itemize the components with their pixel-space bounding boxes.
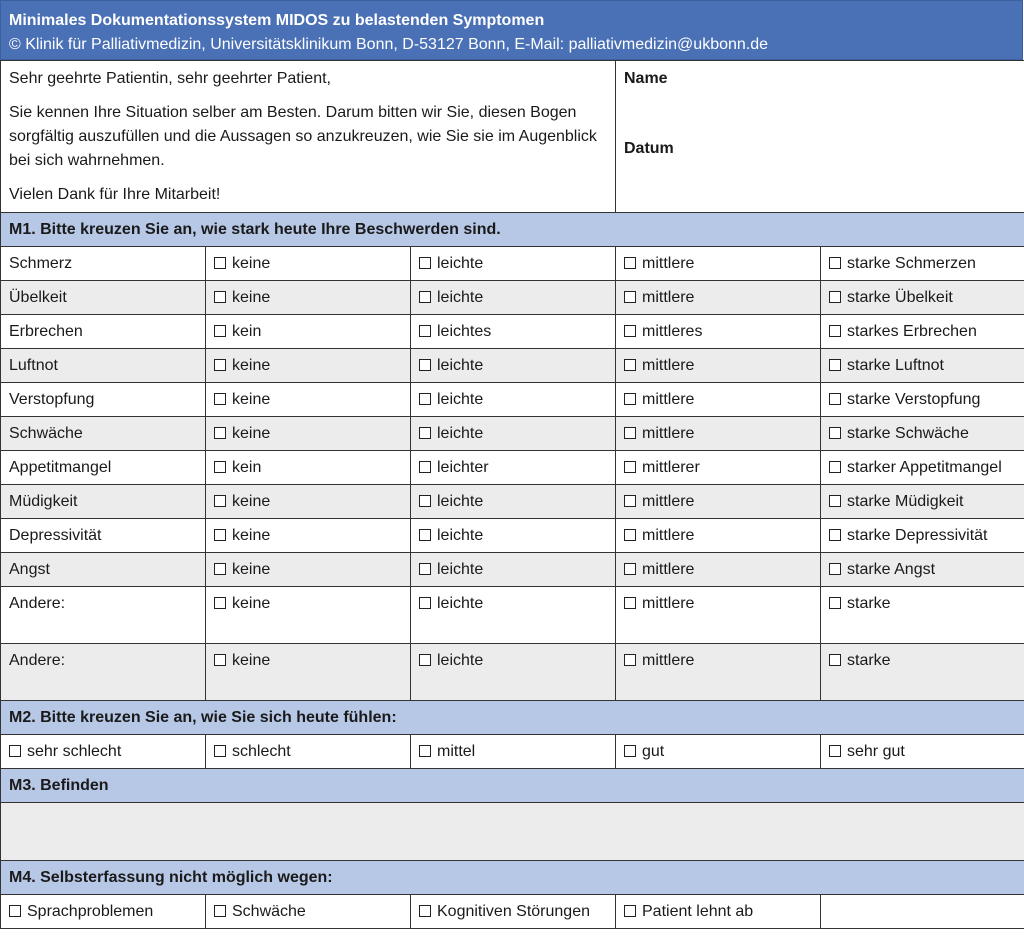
checkbox-icon[interactable] xyxy=(419,745,431,757)
checkbox-icon[interactable] xyxy=(624,461,636,473)
symptom-row xyxy=(1,644,1024,701)
symptom-label: Verstopfung xyxy=(1,383,206,417)
option-moderate[interactable] xyxy=(616,553,821,587)
copyright-line: © Klinik für Palliativmedizin, Universitätsklinikum Bonn, D-53127 Bonn, E-Mail: palliativmedizin@ukbonn.de xyxy=(9,36,769,53)
option-label: leichte xyxy=(437,254,484,272)
option-mild[interactable] xyxy=(411,247,616,281)
checkbox-icon[interactable] xyxy=(419,257,431,269)
intro-row xyxy=(1,61,1024,213)
option-label: keine xyxy=(232,526,271,544)
option-label: leichte xyxy=(437,424,484,442)
option-none[interactable] xyxy=(206,417,411,451)
option-label: Kognitiven Störungen xyxy=(437,902,590,920)
symptom-row xyxy=(1,451,1024,485)
option-none[interactable] xyxy=(206,519,411,553)
checkbox-icon[interactable] xyxy=(829,495,841,507)
option-label: leichte xyxy=(437,356,484,374)
option-mild[interactable] xyxy=(411,553,616,587)
checkbox-icon[interactable] xyxy=(9,905,21,917)
checkbox-icon[interactable] xyxy=(624,359,636,371)
option-label: starke Luftnot xyxy=(847,356,944,374)
option-none[interactable] xyxy=(206,587,411,644)
symptom-label: Andere: xyxy=(1,644,206,701)
option-label: keine xyxy=(232,595,271,612)
option-label: starkes Erbrechen xyxy=(847,322,977,340)
checkbox-icon[interactable] xyxy=(624,563,636,575)
checkbox-icon[interactable] xyxy=(419,495,431,507)
checkbox-icon[interactable] xyxy=(829,461,841,473)
option-label: starker Appetitmangel xyxy=(847,458,1002,476)
symptom-row xyxy=(1,587,1024,644)
checkbox-icon[interactable] xyxy=(214,257,226,269)
symptom-label: Luftnot xyxy=(1,349,206,383)
m2-options-row xyxy=(1,735,1024,769)
checkbox-icon[interactable] xyxy=(624,427,636,439)
checkbox-icon[interactable] xyxy=(214,393,226,405)
option-mild[interactable] xyxy=(411,349,616,383)
option-label: mittleres xyxy=(642,322,703,340)
checkbox-icon[interactable] xyxy=(419,427,431,439)
m3-input-area[interactable] xyxy=(1,803,1024,861)
option-label: leichte xyxy=(437,560,484,578)
symptom-row xyxy=(1,485,1024,519)
checkbox-icon[interactable] xyxy=(829,393,841,405)
checkbox-icon[interactable] xyxy=(214,745,226,757)
option-label: leichte xyxy=(437,652,484,669)
m4-heading: M4. Selbsterfassung nicht möglich wegen: xyxy=(1,861,1024,895)
checkbox-icon[interactable] xyxy=(214,563,226,575)
option-label: Patient lehnt ab xyxy=(642,902,754,920)
option-label: mittel xyxy=(437,742,476,760)
name-field[interactable] xyxy=(624,91,1016,137)
option-moderate[interactable] xyxy=(616,315,821,349)
checkbox-icon[interactable] xyxy=(624,905,636,917)
option-none[interactable] xyxy=(206,349,411,383)
symptom-label: Appetitmangel xyxy=(1,451,206,485)
symptom-row xyxy=(1,417,1024,451)
option-mild[interactable] xyxy=(411,644,616,701)
m2-heading: M2. Bitte kreuzen Sie an, wie Sie sich heute fühlen: xyxy=(1,701,1024,735)
option-mild[interactable] xyxy=(411,383,616,417)
checkbox-icon[interactable] xyxy=(419,461,431,473)
option-mild[interactable] xyxy=(411,485,616,519)
option-mild[interactable] xyxy=(411,315,616,349)
option-moderate[interactable] xyxy=(616,349,821,383)
m1-heading: M1. Bitte kreuzen Sie an, wie stark heute Ihre Beschwerden sind. xyxy=(1,213,1024,247)
checkbox-icon[interactable] xyxy=(624,529,636,541)
option-label: keine xyxy=(232,254,271,272)
option-moderate[interactable] xyxy=(616,519,821,553)
checkbox-icon[interactable] xyxy=(214,359,226,371)
option-none[interactable] xyxy=(206,281,411,315)
option-moderate[interactable] xyxy=(616,587,821,644)
checkbox-icon[interactable] xyxy=(419,325,431,337)
option-label: starke Schmerzen xyxy=(847,254,976,272)
option-none[interactable] xyxy=(206,644,411,701)
name-label: Name xyxy=(624,70,668,87)
checkbox-icon[interactable] xyxy=(419,529,431,541)
option-moderate[interactable] xyxy=(616,281,821,315)
option-none[interactable] xyxy=(206,451,411,485)
symptom-row xyxy=(1,315,1024,349)
checkbox-icon[interactable] xyxy=(419,597,431,609)
symptom-row xyxy=(1,519,1024,553)
option-severe[interactable] xyxy=(821,644,1024,701)
reason-option[interactable] xyxy=(1,895,206,929)
option-severe[interactable] xyxy=(821,519,1024,553)
option-label: Sprachproblemen xyxy=(27,902,154,920)
option-severe[interactable] xyxy=(821,485,1024,519)
option-label: sehr gut xyxy=(847,742,905,760)
option-label: kein xyxy=(232,458,262,476)
option-label: mittlere xyxy=(642,492,695,510)
symptom-row xyxy=(1,247,1024,281)
checkbox-icon[interactable] xyxy=(214,654,226,666)
checkbox-icon[interactable] xyxy=(419,359,431,371)
option-label: mittlere xyxy=(642,356,695,374)
symptom-label: Müdigkeit xyxy=(1,485,206,519)
option-severe[interactable] xyxy=(821,247,1024,281)
option-label: starke Depressivität xyxy=(847,526,988,544)
option-mild[interactable] xyxy=(411,451,616,485)
m3-heading: M3. Befinden xyxy=(1,769,1024,803)
option-label: keine xyxy=(232,560,271,578)
symptom-label: Schmerz xyxy=(1,247,206,281)
wellbeing-option[interactable] xyxy=(1,735,206,769)
option-label: sehr schlecht xyxy=(27,742,122,760)
wellbeing-option[interactable] xyxy=(616,735,821,769)
checkbox-icon[interactable] xyxy=(214,905,226,917)
option-label: starke Müdigkeit xyxy=(847,492,964,510)
option-mild[interactable] xyxy=(411,519,616,553)
option-label: mittlere xyxy=(642,390,695,408)
option-moderate[interactable] xyxy=(616,417,821,451)
checkbox-icon[interactable] xyxy=(214,495,226,507)
checkbox-icon[interactable] xyxy=(829,359,841,371)
checkbox-icon[interactable] xyxy=(829,529,841,541)
option-severe[interactable] xyxy=(821,553,1024,587)
checkbox-icon[interactable] xyxy=(829,257,841,269)
checkbox-icon[interactable] xyxy=(419,905,431,917)
intro-body: Sie kennen Ihre Situation selber am Besten. Darum bitten wir Sie, diesen Bogen sorgfältig auszufüllen und die Aussagen so anzukreuzen, wie Sie sie im Augenblick bei sich wahrnehmen. xyxy=(9,104,597,169)
intro-thanks: Vielen Dank für Ihre Mitarbeit! xyxy=(9,186,221,203)
symptom-label: Schwäche xyxy=(1,417,206,451)
option-mild[interactable] xyxy=(411,281,616,315)
option-label: mittlere xyxy=(642,560,695,578)
option-severe[interactable] xyxy=(821,349,1024,383)
option-moderate[interactable] xyxy=(616,383,821,417)
option-none[interactable] xyxy=(206,315,411,349)
m4-options-row xyxy=(1,895,1024,929)
wellbeing-option[interactable] xyxy=(206,735,411,769)
option-label: keine xyxy=(232,390,271,408)
option-label: starke Übelkeit xyxy=(847,288,953,306)
option-label: starke Verstopfung xyxy=(847,390,981,408)
option-label: leichte xyxy=(437,390,484,408)
m1-symptom-rows xyxy=(1,247,1024,701)
option-moderate[interactable] xyxy=(616,485,821,519)
option-label: starke Schwäche xyxy=(847,424,969,442)
symptom-label: Erbrechen xyxy=(1,315,206,349)
checkbox-icon[interactable] xyxy=(624,745,636,757)
checkbox-icon[interactable] xyxy=(829,563,841,575)
option-severe[interactable] xyxy=(821,587,1024,644)
option-moderate[interactable] xyxy=(616,247,821,281)
option-label: keine xyxy=(232,492,271,510)
option-severe[interactable] xyxy=(821,281,1024,315)
checkbox-icon[interactable] xyxy=(214,461,226,473)
checkbox-icon[interactable] xyxy=(214,291,226,303)
option-label: mittlere xyxy=(642,652,695,669)
option-label: keine xyxy=(232,652,271,669)
reason-option[interactable] xyxy=(206,895,411,929)
checkbox-icon[interactable] xyxy=(829,745,841,757)
checkbox-icon[interactable] xyxy=(829,427,841,439)
option-label: mittlere xyxy=(642,595,695,612)
checkbox-icon[interactable] xyxy=(214,325,226,337)
symptom-label: Depressivität xyxy=(1,519,206,553)
option-mild[interactable] xyxy=(411,417,616,451)
option-label: starke xyxy=(847,595,891,612)
option-label: leichter xyxy=(437,458,489,476)
intro-greeting: Sehr geehrte Patientin, sehr geehrter Patient, xyxy=(9,70,331,87)
checkbox-icon[interactable] xyxy=(624,325,636,337)
option-label: Schwäche xyxy=(232,902,306,920)
option-label: mittlere xyxy=(642,254,695,272)
option-mild[interactable] xyxy=(411,587,616,644)
option-label: keine xyxy=(232,356,271,374)
option-label: kein xyxy=(232,322,262,340)
option-label: gut xyxy=(642,742,665,760)
patient-info[interactable] xyxy=(616,61,1024,213)
option-none[interactable] xyxy=(206,485,411,519)
option-label: mittlerer xyxy=(642,458,700,476)
checkbox-icon[interactable] xyxy=(829,291,841,303)
option-label: leichte xyxy=(437,595,484,612)
option-label: leichte xyxy=(437,492,484,510)
checkbox-icon[interactable] xyxy=(419,393,431,405)
option-none[interactable] xyxy=(206,247,411,281)
symptom-label: Übelkeit xyxy=(1,281,206,315)
wellbeing-option[interactable] xyxy=(821,735,1024,769)
option-label: starke xyxy=(847,652,891,669)
checkbox-icon[interactable] xyxy=(829,597,841,609)
symptom-row xyxy=(1,281,1024,315)
wellbeing-option[interactable] xyxy=(411,735,616,769)
form-table xyxy=(0,60,1024,929)
option-label: keine xyxy=(232,288,271,306)
form-title: Minimales Dokumentationssystem MIDOS zu belastenden Symptomen xyxy=(9,12,545,29)
checkbox-icon[interactable] xyxy=(624,257,636,269)
reason-option[interactable] xyxy=(411,895,616,929)
checkbox-icon[interactable] xyxy=(214,427,226,439)
option-label: leichte xyxy=(437,526,484,544)
date-label: Datum xyxy=(624,140,674,157)
option-label: mittlere xyxy=(642,424,695,442)
option-label: starke Angst xyxy=(847,560,936,578)
checkbox-icon[interactable] xyxy=(624,393,636,405)
option-severe[interactable] xyxy=(821,451,1024,485)
option-severe[interactable] xyxy=(821,417,1024,451)
intro-text xyxy=(1,61,616,213)
symptom-row xyxy=(1,553,1024,587)
checkbox-icon[interactable] xyxy=(624,291,636,303)
checkbox-icon[interactable] xyxy=(829,325,841,337)
checkbox-icon[interactable] xyxy=(829,654,841,666)
option-severe[interactable] xyxy=(821,383,1024,417)
checkbox-icon[interactable] xyxy=(419,563,431,575)
checkbox-icon[interactable] xyxy=(419,654,431,666)
symptom-label: Angst xyxy=(1,553,206,587)
option-label: mittlere xyxy=(642,288,695,306)
checkbox-icon[interactable] xyxy=(624,495,636,507)
option-label: mittlere xyxy=(642,526,695,544)
option-moderate[interactable] xyxy=(616,644,821,701)
empty-cell xyxy=(821,895,1024,929)
option-label: keine xyxy=(232,424,271,442)
option-label: leichte xyxy=(437,288,484,306)
reason-option[interactable] xyxy=(616,895,821,929)
checkbox-icon[interactable] xyxy=(9,745,21,757)
symptom-label: Andere: xyxy=(1,587,206,644)
symptom-row xyxy=(1,383,1024,417)
checkbox-icon[interactable] xyxy=(214,597,226,609)
checkbox-icon[interactable] xyxy=(624,654,636,666)
checkbox-icon[interactable] xyxy=(214,529,226,541)
option-moderate[interactable] xyxy=(616,451,821,485)
option-none[interactable] xyxy=(206,383,411,417)
option-label: leichtes xyxy=(437,322,492,340)
option-label: schlecht xyxy=(232,742,291,760)
checkbox-icon[interactable] xyxy=(624,597,636,609)
option-severe[interactable] xyxy=(821,315,1024,349)
symptom-row xyxy=(1,349,1024,383)
form-header xyxy=(0,0,1023,60)
option-none[interactable] xyxy=(206,553,411,587)
checkbox-icon[interactable] xyxy=(419,291,431,303)
